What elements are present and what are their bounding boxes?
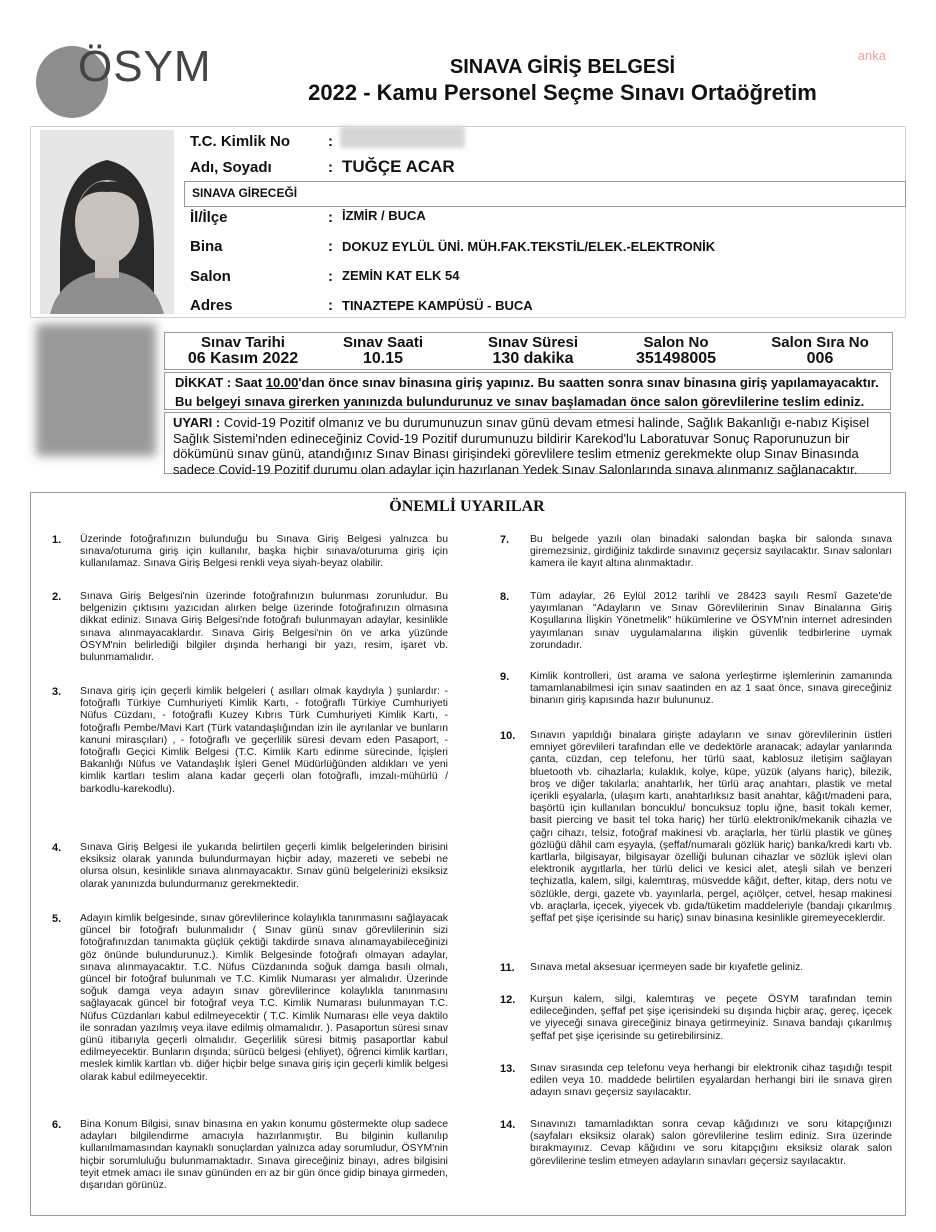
name-colon: : [328, 159, 333, 176]
item-number: 7. [500, 534, 510, 546]
building-colon: : [328, 238, 333, 255]
item-number: 10. [500, 730, 516, 742]
building-label: Bina [190, 238, 223, 255]
item-number: 8. [500, 591, 510, 603]
warning-item: Sınava metal aksesuar içermeyen sade bir kıyafetle geliniz. [530, 962, 804, 973]
attention-rest: 'dan önce sınav binasına giriş yapınız. Bu saatten sonra sınav binasına giriş yapılamayacaktır. [298, 375, 879, 390]
warning-item: Üzerinde fotoğrafınızın bulunduğu bu Sınava Giriş Belgesi yalnızca bu sınava/oturuma giriş için kullanılır, başka hiçbir sınava/oturuma giriş için kullanılamaz. Sınava Giriş Belgesi renkli veya siyah-beyaz olabilir. [80, 534, 448, 570]
warning-item: Adayın kimlik belgesinde, sınav görevlilerince kolaylıkla tanınmasını sağlayacak güncel bir fotoğrafı bulunmalıdır ( Sınav günü sınav görevlilerinin sizi fotoğrafınızdan tanımakta güçlük çektiği takdirde sınava alınamayabileceğinizi göz önünde bulundurunuz.). Kimlik Belgesinde fotoğrafı olmayan adaylar, sınava alınmayacaktır. T.C. Nüfus Cüzdanında soğuk damga basılı olmalı, güncel bir fotoğraf bulunmalı ve T.C. Kimlik Numarası yer almalıdır. Üzerinde soğuk damga veya adayın sınav görevlilerince kolaylıkla tanınmasını sağlayacak güncel bir fotoğraf veya T.C. Kimlik Numarası bulunmayan T.C. Nüfus Cüzdanları kabul edilmeyecektir ( T.C. Kimlik Numarası elle veya daktilo ile sonradan yazılmış veya ilave edilmiş olmamalıdır. ). Pasaportun süresi sınav günü itibarıyla geçerli olmalıdır. Geçerlilik süresi bitmiş pasaportlar kabul edilmeyecektir. Bunların dışında; sürücü belgesi (ehliyet), öğrenci kimlik kartları, meslek kimlik kartları vb. diğer hiçbir belge sınava giriş için geçerli kimlik belgesi olarak kabul edilmeyecektir. [80, 913, 448, 1083]
item-number: 9. [500, 671, 510, 683]
qr-code-redacted [36, 324, 156, 456]
item-number: 5. [52, 913, 62, 925]
exam-date-label: Sınav Tarihi [201, 334, 285, 351]
item-number: 14. [500, 1119, 516, 1131]
watermark: anka [857, 48, 886, 63]
exam-duration-value: 130 dakika [492, 350, 574, 367]
candidate-photo [40, 130, 174, 314]
attention-notice [164, 372, 891, 410]
tc-redacted [340, 126, 465, 148]
building-value: DOKUZ EYLÜL ÜNİ. MÜH.FAK.TEKSTİL/ELEK.-ELEKTRONİK [342, 239, 716, 254]
warnings-title: ÖNEMLİ UYARILAR [389, 498, 545, 515]
warning-item: Sınava giriş için geçerli kimlik belgeleri ( asılları olmak kaydıyla ) şunlardır: - fotoğraflı Türkiye Cumhuriyeti Kimlik Kartı, - fotoğraflı Türkiye Cumhuriyeti Nüfus Cüzdanı, - fotoğraflı Kuzey Kıbrıs Türk Cumhuriyeti Kimlik Kartı, - fotoğraflı Pembe/Mavi Kart (Türk vatandaşlığından izin ile ayrılanlar ve bunların kanuni mirasçıları) , - fotoğraflı ve geçerlilik süresi devam eden Pasaport, - fotoğraflı Geçici Kimlik Belgesi (T.C. Kimlik Kartı edinme sürecinde, İçişleri Bakanlığı Nüfus ve Vatandaşlık İşleri Genel Müdürlüğünden aldıkları ve yeni kimlik kartları teslim alana kadar geçerli olan fotoğraflı, imzalı-mühürlü / barkodlu-karekodlu). [80, 686, 448, 795]
warning-item: Sınava Giriş Belgesi'nin üzerinde fotoğrafınızın bulunması zorunludur. Bu belgenizin çıktısını yazıcıdan alırken belge üzerinde fotoğrafınızın olmasına dikkat ediniz. Sınava Giriş Belgesi'nde fotoğrafı bulunmayan adaylar, kesinlikle sınava alınmayacaklardır. Sınava Giriş Belgesi'nin ön ve arka yüzünde ÖSYM'nin belirlediği bilgiler dışında herhangi bir yazı, resim, işaret vb. bulunmamalıdır. [80, 591, 448, 664]
item-number: 12. [500, 994, 516, 1006]
address-label: Adres [190, 297, 233, 314]
room-value: ZEMİN KAT ELK 54 [342, 268, 460, 283]
room-no-label: Salon No [643, 334, 709, 351]
warning-item: Sınav sırasında cep telefonu veya herhangi bir elektronik cihaz taşıdığı tespit edilen veya 10. maddede belirtilen eşyalardan herhangi biri ile sınava giren adayın sınavı geçersiz sayılacaktır. [530, 1063, 892, 1099]
province-colon: : [328, 209, 333, 226]
warning-item: Kurşun kalem, silgi, kalemtıraş ve peçete ÖSYM tarafından temin edileceğinden, şeffaf pet şişe içerisindeki su dışında hiçbir araç, gereç, içecek ve yiyeceği sınava gireceğiniz binaya getirmeyiniz. Sınava bandajı çıkarılmış şeffaf pet şişe içerisinde su getirebilirsiniz. [530, 994, 892, 1042]
seat-no-label: Salon Sıra No [771, 334, 869, 351]
warning-item: Sınava Giriş Belgesi ile yukarıda belirtilen geçerli kimlik belgelerinden birisini eksiksiz olarak yanında bulundurmayan hiçbir aday, mazereti ve sebebi ne olursa olsun, kesinlikle sınava alınmayacaktır. Sınav günü belgelerinizi eksiksiz olarak yanınızda bulundurmanız gerekmektedir. [80, 842, 448, 890]
name-label: Adı, Soyadı [190, 159, 272, 176]
province-label: İl/İlçe [190, 209, 228, 226]
covid-warning [164, 412, 891, 477]
name-value: TUĞÇE ACAR [342, 157, 455, 176]
warning-prefix: UYARI : [173, 415, 224, 430]
exam-date-value: 06 Kasım 2022 [187, 350, 299, 367]
item-number: 11. [500, 962, 515, 974]
room-colon: : [328, 268, 333, 285]
document-subtitle: 2022 - Kamu Personel Seçme Sınavı Ortaöğretim [308, 80, 817, 105]
attention-time: 10.00 [265, 375, 299, 390]
section-header: SINAVA GİRECEĞİ [192, 186, 298, 200]
attention-prefix: DİKKAT : Saat [175, 375, 266, 390]
room-no-value: 351498005 [635, 350, 717, 367]
warning-item: Bu belgede yazılı olan binadaki salondan başka bir salonda sınava giremezsiniz, girdiğiniz takdirde sınavınız geçersiz sayılacaktır. Sınav salonları kamera ile kayıt altına alınmaktadır. [530, 534, 892, 570]
warning-item: Kimlik kontrolleri, üst arama ve salona yerleştirme işlemlerinin zamanında tamamlanabilmesi için sınav saatinden en az 1 saat önce, sınava gireceğiniz binanın giriş kapısında hazır bulununuz. [530, 671, 892, 707]
warning-item: Bina Konum Bilgisi, sınav binasına en yakın konumu göstermekte olup sadece adayları bilgilendirme amacıyla hazırlanmıştır. Bu bilginin kullanılıp kullanılmamasından kaynaklı sonuçlardan yalnızca aday sorumludur, ÖSYM'nin hiçbir sorumluluğu bulunmamaktadır. Sınava gireceğiniz binayı, adres bilgisini teyit etmek amacı ile sınav gününden en az bir gün önce gidip binaya girmeden, dışarıdan görünüz. [80, 1119, 448, 1192]
warning-item: Tüm adaylar, 26 Eylül 2012 tarihli ve 28423 sayılı Resmî Gazete'de yayımlanan "Adayların ve Sınav Görevlilerinin Sınav Binalarına Giriş Koşullarına İlişkin Yönetmelik" hükümlerine ve ÖSYM'nin internet adresinden yayımlanan sınav uygulamalarına ilişkin güvenlik tedbirlerine uymak zorundadır. [530, 591, 892, 651]
item-number: 6. [52, 1119, 62, 1131]
exam-time-value: 10.15 [362, 350, 404, 367]
room-label: Salon [190, 268, 231, 285]
item-number: 2. [52, 591, 62, 603]
warning-text: Covid-19 Pozitif olmanız ve bu durumunuzun sınav günü devam etmesi halinde, Sağlık Bakanlığı e-nabız Kişisel Sağlık Sistemi'nden edineceğiniz Covid-19 Pozitif durumunuzu bildirir Karekod'lu Laboratuvar Sonuç Raporunuzun bir dökümünü sınav günü, atandığınız Sınav Binası girişindeki görevlilere teslim etmeniz gerekmekte olup Sınav Binasında sadece Covid-19 Pozitif durumu olan adaylar için hazırlanan Yedek Sınav Salonlarında sınava alınmanız sağlanacaktır. [173, 415, 870, 477]
item-number: 3. [52, 686, 62, 698]
attention-line2: Bu belgeyi sınava girerken yanınızda bulundurunuz ve sınav başlamadan önce salon görevlilerine teslim ediniz. [175, 394, 865, 409]
exam-duration-label: Sınav Süresi [487, 334, 579, 351]
seat-no-value: 006 [806, 350, 834, 367]
address-colon: : [328, 297, 333, 314]
warning-item: Sınavın yapıldığı binalara girişte adayların ve sınav görevlilerinin üstleri emniyet görevlileri tarafından elle ve dedektörle aranacak; adaylar yanlarında çanta, cüzdan, cep telefonu, her türlü saat, kablosuz iletişim sağlayan bluetooth vb. cihazlarla; kulaklık, kolye, küpe, yüzük (alyans hariç), bilezik, broş ve diğer takılarla; anahtarlık, her türlü araç anahtarı, plastik ve metal içerikli eşyalarla, (ulaşım kartı, anahtarlıksız basit anahtar, kâğıt/madeni para, başörtü için kullanılan boncuklu/ boncuksuz toplu iğne, basit tokalı kemer, basit piercing ve basit tel toka hariç) her türlü elektronik/mekanik cihazla ve çağrı cihazı, telsiz, fotoğraf makinesi vb. araçlarla, her türlü plastik ve güneş gözlüğü dâhil cam eşyayla, (şeffaf/numaralı gözlük hariç) banka/kredi kartı vb. kartlarla, bilgisayar, bilgisayar özelliği bulunan cihazlar ve sözlük işlevi olan elektronik aygıtlarla, her türlü delici ve kesici alet, ateşli silah ve benzeri teçhizatla, kalem, silgi, kalemtıraş, müsvedde kâğıt, defter, kitap, ders notu ve sözlükle, dergi, gazete vb. yayınlarla, pergel, açıölçer, cetvel, hesap makinesi vb. araçlarla, içecek, yiyecek vb. gıda/tüketim maddeleriyle (bandajı çıkarılmış şeffaf pet şişe içerisinde su hariç) sınav binasına kesinlikle giremeyeceklerdir. [530, 730, 892, 925]
exam-time-label: Sınav Saati [342, 334, 424, 351]
document-title: SINAVA GİRİŞ BELGESİ [449, 56, 676, 78]
tc-colon: : [328, 133, 333, 150]
address-value: TINAZTEPE KAMPÜSÜ - BUCA [342, 298, 533, 313]
item-number: 13. [500, 1063, 516, 1075]
warning-item: Sınavınızı tamamladıktan sonra cevap kâğıdınızı ve soru kitapçığınızı (sayfaları eksiksiz olarak) salon görevlilerine teslim ediniz. Sıra üzerinde bırakmayınız. Cevap kâğıdını ve soru kitapçığını eksiksiz olarak salon görevlilerine teslim etmeyen adayların sınavları geçersiz sayılacaktır. [530, 1119, 892, 1167]
tc-label: T.C. Kimlik No [190, 133, 291, 150]
province-value: İZMİR / BUCA [342, 208, 426, 223]
item-number: 1. [52, 534, 62, 546]
item-number: 4. [52, 842, 62, 854]
logo-text: ÖSYM [78, 42, 212, 91]
portrait-icon [40, 130, 174, 314]
